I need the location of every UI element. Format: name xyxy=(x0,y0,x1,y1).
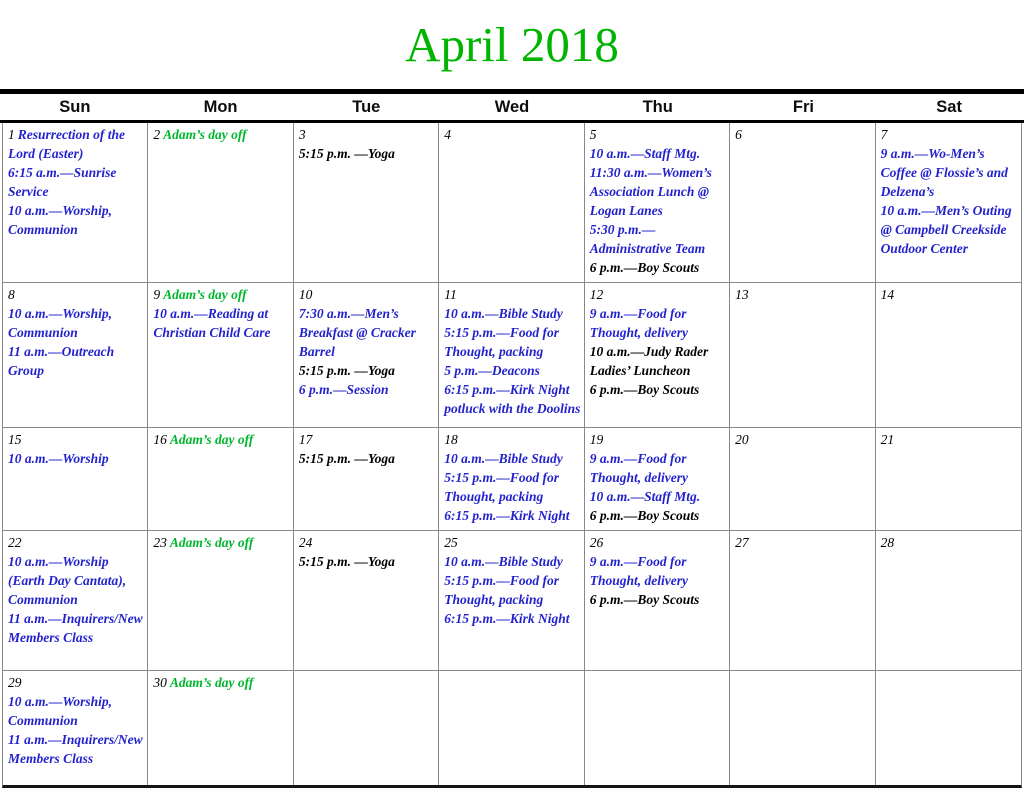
day-cell xyxy=(148,283,293,427)
day-number: 21 xyxy=(880,432,895,447)
event-text: 10 a.m.—Worship, Communion xyxy=(8,203,113,237)
event-text: 9 a.m.—Food for Thought, delivery xyxy=(589,554,688,588)
event-text: 6 p.m.—Session xyxy=(298,382,389,397)
event-text: 5:30 p.m.—Administrative Team xyxy=(589,222,706,256)
day-cell xyxy=(439,428,584,530)
event-text: 10 a.m.—Reading at Christian Child Care xyxy=(153,306,271,340)
day-number-line xyxy=(8,125,144,163)
day-number-line xyxy=(881,285,1018,304)
day-number-line xyxy=(153,125,289,144)
day-number: 18 xyxy=(444,432,458,447)
day-cell xyxy=(730,428,875,530)
day-cell xyxy=(3,123,148,282)
day-number-line xyxy=(735,125,871,144)
empty-cell xyxy=(294,671,439,785)
day-number: 3 xyxy=(298,127,306,142)
day-number: 29 xyxy=(8,675,22,690)
day-number: 10 xyxy=(298,287,313,302)
day-number-line xyxy=(153,430,289,449)
event-text: 10 a.m.—Bible Study xyxy=(444,451,563,466)
event-text: 5:15 p.m.—Food for Thought, packing xyxy=(444,573,560,607)
event-text: 6 p.m.—Boy Scouts xyxy=(589,382,700,397)
day-number-line xyxy=(590,125,726,144)
event-text: 10 a.m.—Judy Rader Ladies’ Luncheon xyxy=(589,344,709,378)
event-text: 6 p.m.—Boy Scouts xyxy=(589,508,700,523)
day-number-line xyxy=(590,533,726,552)
event-text: 6:15 a.m.—Sunrise Service xyxy=(8,165,117,199)
day-number: 7 xyxy=(880,127,888,142)
event-text: 11 a.m.—Inquirers/New Members Class xyxy=(8,732,143,766)
day-cell xyxy=(294,283,439,427)
weekday-header-row xyxy=(2,94,1022,120)
day-cell xyxy=(876,428,1021,530)
day-cell xyxy=(294,123,439,282)
event-text: Adam’s day off xyxy=(163,287,247,302)
week-row xyxy=(3,123,1021,283)
day-number: 6 xyxy=(735,127,742,142)
event-text: 9 a.m.—Food for Thought, delivery xyxy=(589,451,688,485)
day-number: 8 xyxy=(8,287,15,302)
day-number: 9 xyxy=(153,287,161,302)
day-number-line xyxy=(590,285,726,304)
weekday-label: Wed xyxy=(494,98,530,116)
day-number: 20 xyxy=(735,432,749,447)
day-number: 27 xyxy=(735,535,749,550)
event-text: 5:15 p.m.—Food for Thought, packing xyxy=(444,325,560,359)
day-number: 16 xyxy=(153,432,167,447)
day-number: 1 xyxy=(8,127,15,142)
weekday-label: Tue xyxy=(352,98,381,116)
day-cell xyxy=(730,123,875,282)
day-number: 14 xyxy=(880,287,895,302)
empty-cell xyxy=(585,671,730,785)
event-text: 6:15 p.m.—Kirk Night xyxy=(444,611,570,626)
day-cell xyxy=(585,283,730,427)
weekday-label: Thu xyxy=(642,98,673,116)
event-text: 9 a.m.—Food for Thought, delivery xyxy=(589,306,688,340)
day-cell xyxy=(730,283,875,427)
event-text: Adam’s day off xyxy=(169,675,254,690)
day-cell xyxy=(148,671,293,785)
day-number-line xyxy=(8,673,144,692)
day-cell xyxy=(294,531,439,670)
day-cell xyxy=(148,531,293,670)
day-number-line xyxy=(299,125,435,144)
day-number-line xyxy=(444,125,580,144)
event-text: 5:15 p.m.—Food for Thought, packing xyxy=(444,470,560,504)
day-cell xyxy=(439,531,584,670)
day-number-line xyxy=(153,533,289,552)
day-number-line xyxy=(735,533,871,552)
day-number: 25 xyxy=(444,535,458,550)
event-text: 6:15 p.m.—Kirk Night potluck with the Doolins xyxy=(444,382,581,416)
event-text: 10 a.m.—Bible Study xyxy=(444,306,563,321)
event-text: 5:15 p.m. —Yoga xyxy=(298,363,395,378)
calendar-grid xyxy=(2,123,1022,788)
week-row xyxy=(3,531,1021,671)
day-number-line xyxy=(8,430,144,449)
empty-cell xyxy=(439,671,584,785)
day-cell xyxy=(148,123,293,282)
event-text: 11 a.m.—Inquirers/New Members Class xyxy=(8,611,143,645)
event-text: 5:15 p.m. —Yoga xyxy=(298,146,395,161)
weekday-label: Mon xyxy=(203,98,238,116)
day-number: 12 xyxy=(589,287,604,302)
day-number-line xyxy=(881,533,1018,552)
day-number-line xyxy=(444,285,580,304)
day-number-line xyxy=(881,125,1018,144)
day-number: 11 xyxy=(444,287,457,302)
day-cell xyxy=(439,283,584,427)
event-text: 5 p.m.—Deacons xyxy=(444,363,540,378)
day-number: 17 xyxy=(298,432,313,447)
day-number-line xyxy=(299,533,435,552)
empty-cell xyxy=(730,671,875,785)
event-text: 10 a.m.—Men’s Outing @ Campbell Creekside Outdoor Center xyxy=(880,203,1012,256)
event-text: 10 a.m.—Worship xyxy=(8,451,109,466)
event-text: Adam’s day off xyxy=(163,127,247,142)
day-cell xyxy=(3,428,148,530)
day-number-line xyxy=(735,430,871,449)
day-number: 24 xyxy=(298,535,313,550)
weekday-label: Fri xyxy=(792,98,814,116)
day-number: 28 xyxy=(880,535,895,550)
day-number-line xyxy=(444,533,580,552)
weekday-label: Sat xyxy=(936,98,962,116)
event-text: 6 p.m.—Boy Scouts xyxy=(589,592,700,607)
day-cell xyxy=(439,123,584,282)
day-number: 22 xyxy=(8,535,22,550)
day-number: 13 xyxy=(735,287,749,302)
week-row xyxy=(3,283,1021,428)
event-text: 11:30 a.m.—Women’s Association Lunch @ Logan Lanes xyxy=(589,165,712,218)
day-number-line xyxy=(299,285,435,304)
event-text: 10 a.m.—Worship, Communion xyxy=(8,694,113,728)
event-text: 9 a.m.—Wo-Men’s Coffee @ Flossie’s and Delzena’s xyxy=(880,146,1008,199)
day-cell xyxy=(3,531,148,670)
calendar-title: April 2018 xyxy=(405,17,619,72)
event-text: 10 a.m.—Staff Mtg. xyxy=(589,146,701,161)
day-cell xyxy=(585,531,730,670)
event-text: 5:15 p.m. —Yoga xyxy=(298,554,395,569)
event-text: Adam’s day off xyxy=(169,535,254,550)
day-cell xyxy=(585,428,730,530)
event-text: 7:30 a.m.—Men’s Breakfast @ Cracker Barrel xyxy=(298,306,416,359)
event-text: 10 a.m.—Bible Study xyxy=(444,554,563,569)
day-cell xyxy=(148,428,293,530)
day-cell xyxy=(294,428,439,530)
day-number: 30 xyxy=(153,675,167,690)
day-number: 15 xyxy=(8,432,22,447)
day-cell xyxy=(730,531,875,670)
day-number-line xyxy=(590,430,726,449)
day-number-line xyxy=(153,285,289,304)
event-text: Adam’s day off xyxy=(169,432,254,447)
day-number: 26 xyxy=(589,535,604,550)
day-cell xyxy=(876,531,1021,670)
day-number-line xyxy=(153,673,289,692)
event-text: 6 p.m.—Boy Scouts xyxy=(589,260,700,275)
day-cell xyxy=(3,671,148,785)
day-number-line xyxy=(735,285,871,304)
day-cell xyxy=(876,123,1021,282)
day-number-line xyxy=(8,533,144,552)
week-row xyxy=(3,428,1021,531)
day-number-line xyxy=(881,430,1018,449)
day-number-line xyxy=(299,430,435,449)
event-text: 6:15 p.m.—Kirk Night xyxy=(444,508,570,523)
day-number: 5 xyxy=(589,127,597,142)
event-text: 5:15 p.m. —Yoga xyxy=(298,451,395,466)
day-number-line xyxy=(8,285,144,304)
event-text: 10 a.m.—Staff Mtg. xyxy=(589,489,701,504)
event-text: Resurrection of the Lord (Easter) xyxy=(8,127,126,161)
day-number: 4 xyxy=(444,127,452,142)
day-number-line xyxy=(444,430,580,449)
day-number: 2 xyxy=(153,127,161,142)
week-row xyxy=(3,671,1021,785)
day-number: 23 xyxy=(153,535,167,550)
day-cell xyxy=(585,123,730,282)
event-text: 11 a.m.—Outreach Group xyxy=(8,344,115,378)
weekday-label: Sun xyxy=(59,98,91,116)
day-cell xyxy=(3,283,148,427)
day-number: 19 xyxy=(589,432,604,447)
event-text: 10 a.m.—Worship (Earth Day Cantata), Communion xyxy=(8,554,127,607)
event-text: 10 a.m.—Worship, Communion xyxy=(8,306,113,340)
day-cell xyxy=(876,283,1021,427)
empty-cell xyxy=(876,671,1021,785)
